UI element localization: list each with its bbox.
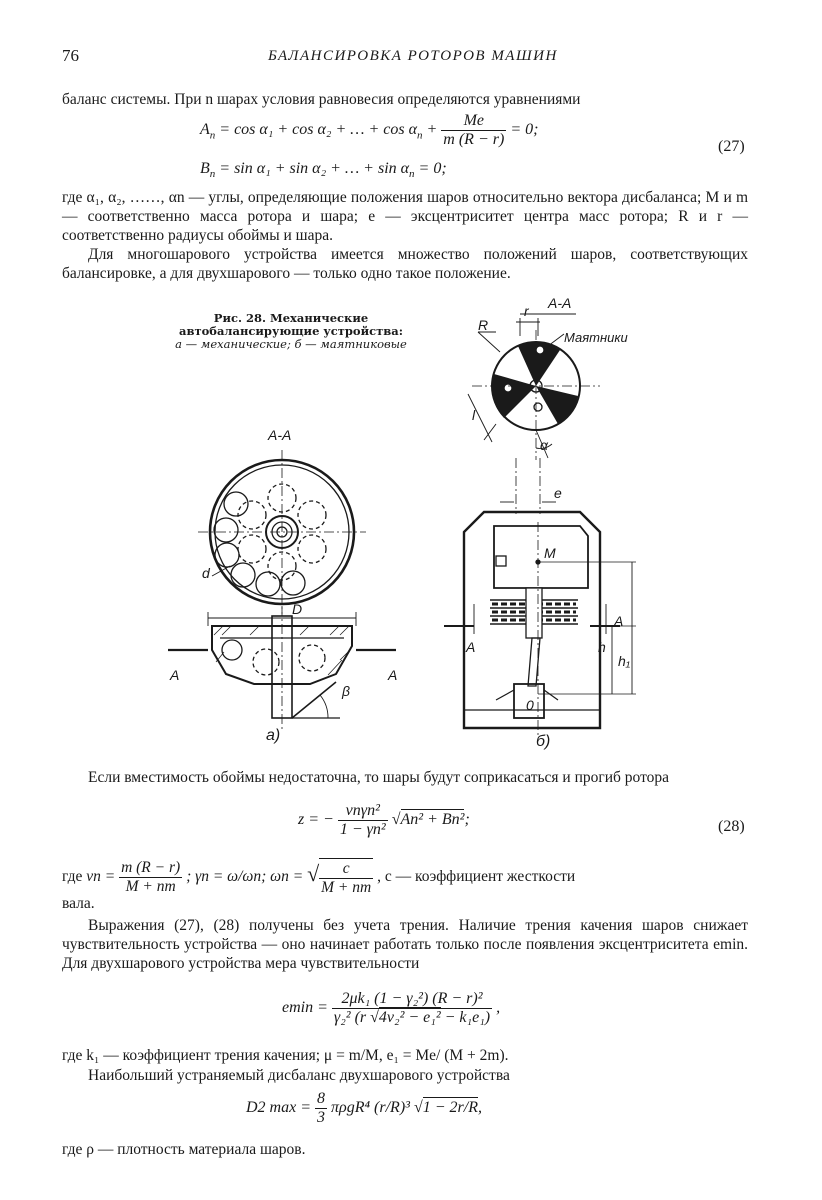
equation-28: z = − $\frac{\text{νnγn²}}{\text{1 − γn²}}$ √An² + Bn²; — [298, 802, 470, 838]
label-e: e — [554, 485, 562, 501]
figure-28 — [160, 290, 780, 750]
paragraph-friction: Выражения (27), (28) получены без учета трения. Наличие трения качения шаров снижает чувствительность устройства — оно начинает работать только после появления эксцентриситета emin. Для двухшарового устройства мера чувствительности — [62, 917, 748, 972]
label-A-left: A — [170, 667, 180, 683]
label-r: r — [524, 303, 529, 319]
paragraph-capacity: Если вместимость обоймы недостаточна, то шары будут соприкасаться и прогиб ротора — [88, 769, 670, 786]
equation-27-number: (27) — [718, 138, 745, 155]
equation-dmax: D2 max = $\frac{8}{3}$ πρgR⁴ (r/R)³ √1 − 2r/R, — [246, 1090, 482, 1126]
label-sub-b: б) — [536, 733, 551, 750]
equation-emin: emin = $\frac{\text{2μk₁ (1 − γ₂²) (R − r)²}}{\text{γ₂² (r √4ν₂² − e₁² − k₁e₁)}}$ , — [282, 990, 501, 1026]
label-h: h — [598, 639, 606, 655]
label-beta: β — [342, 683, 350, 699]
equation-27-a: $A_n = \cos \alpha_1 + \cos \alpha_2$ + … + $\cos \alpha_n$ + $\frac{Me}{m (R - r)}$ = 0; — [200, 112, 539, 148]
paragraph-definitions: где α₁, α₂, ……, αn — углы, определяющие положения шаров относительно вектора дисбаланса; M и m — соответственно масса ротора и шара; e — эксцентриситет центра масс ротора; R и r — соответственно радиусы обоймы и шара. — [62, 189, 748, 244]
pendulum-balancer-view — [444, 458, 636, 736]
label-h1: h₁ — [618, 653, 631, 669]
paragraph-density: где ρ — плотность материала шаров. — [62, 1141, 306, 1158]
label-d: d — [202, 565, 210, 581]
where-28-line2: вала. — [62, 895, 95, 912]
label-section-left: A-A — [268, 427, 292, 443]
figure-caption: Рис. 28. Механические автобалансирующие устройства: а — механические; б — маятниковые — [175, 311, 407, 351]
label-l: l — [472, 407, 476, 423]
ball-balancer-side-view — [168, 606, 396, 730]
label-D: D — [292, 601, 303, 617]
label-pendulums: Маятники — [564, 330, 628, 345]
label-sub-a: а) — [266, 727, 281, 744]
label-alpha: α — [540, 437, 548, 453]
label-M: M — [544, 545, 556, 561]
equation-27-b: $B_n = \sin \alpha_1 + \sin \alpha_2$ + … + $\sin \alpha_n = 0$; — [200, 160, 447, 181]
label-R: R — [478, 317, 489, 333]
label-A-pendulum-left: A — [466, 639, 476, 655]
intro-line: баланс системы. При n шарах условия равновесия определяются уравнениями — [62, 91, 581, 108]
label-o: 0 — [526, 697, 534, 713]
label-section-right: A-A — [548, 295, 572, 311]
paragraph-dmax: Наибольший устраняемый дисбаланс двухшарового устройства — [88, 1067, 510, 1084]
where-28: где νn = $\frac{m (R - r)}{M + nm}$ ; γn = ω/ωn; ωn = √ $\frac{c}{M + nm}$ , c — коэффициент жесткости — [62, 859, 576, 896]
label-A-right: A — [388, 667, 398, 683]
where-emin: где k₁ — коэффициент трения качения; μ = m/M, e₁ = Me/ (M + 2m). — [62, 1047, 509, 1064]
label-A-pendulum-right: A — [614, 613, 624, 629]
running-title: БАЛАНСИРОВКА РОТОРОВ МАШИН — [268, 48, 558, 64]
paragraph-multiball: Для многошарового устройства имеется множество положений шаров, соответствующих балансировке, а для двухшарового — только одно такое положение. — [62, 246, 748, 282]
equation-28-number: (28) — [718, 818, 745, 835]
page-number: 76 — [62, 46, 79, 65]
ball-balancer-section-view — [198, 450, 366, 614]
